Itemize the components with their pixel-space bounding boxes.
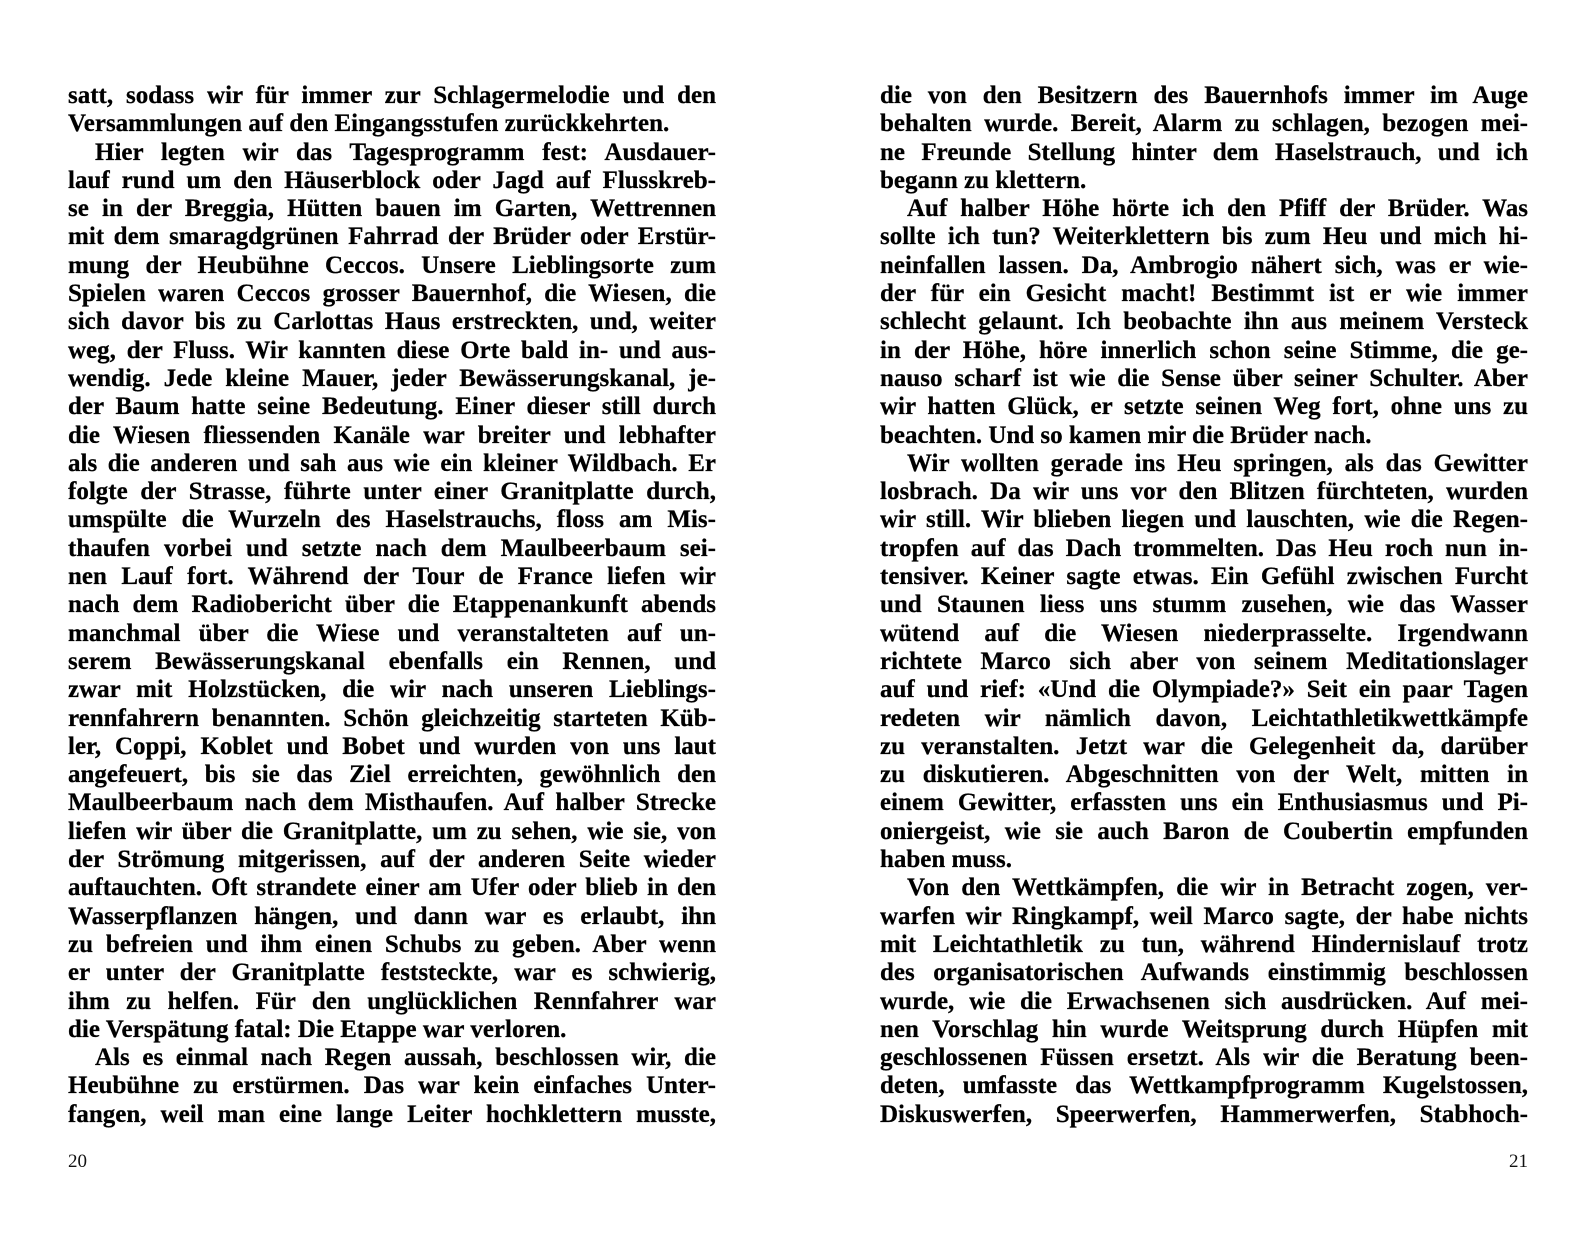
text-line: Hier legten wir das Tagesprogramm fest: Ausdauer- [95, 138, 716, 166]
text-line: des organisatorischen Aufwands einstimmig beschlossen [880, 959, 1528, 987]
text-line: mung der Heubühne Ceccos. Unsere Lieblingsorte zum [68, 251, 716, 279]
text-line: Versammlungen auf den Eingangsstufen zurückkehrten. [68, 110, 670, 138]
text-line: geschlossenen Füssen ersetzt. Als wir die Beratung been- [880, 1044, 1528, 1072]
text-line: liefen wir über die Granitplatte, um zu sehen, wie sie, von [68, 817, 716, 845]
text-line: die Wiesen fliessenden Kanäle war breiter und lebhafter [68, 421, 716, 449]
text-line: der Strömung mitgerissen, auf der anderen Seite wieder [68, 846, 716, 874]
text-line: deten, umfasste das Wettkampfprogramm Kugelstossen, [880, 1072, 1528, 1100]
text-line: in der Höhe, höre innerlich schon seine Stimme, die ge- [880, 336, 1528, 364]
text-line: und Staunen liess uns stumm zusehen, wie das Wasser [880, 591, 1528, 619]
text-line: losbrach. Da wir uns vor den Blitzen fürchteten, wurden [880, 478, 1528, 506]
text-line: Als es einmal nach Regen aussah, beschlossen wir, die [95, 1044, 716, 1072]
text-line: neinfallen lassen. Da, Ambrogio nähert sich, was er wie- [880, 251, 1528, 279]
text-line: zwar mit Holzstücken, die wir nach unseren Lieblings- [68, 676, 716, 704]
text-line: schlecht gelaunt. Ich beobachte ihn aus meinem Versteck [880, 308, 1528, 336]
text-line: nauso scharf ist wie die Sense über seiner Schulter. Aber [880, 364, 1528, 392]
text-line: wurde, wie die Erwachsenen sich ausdrücken. Auf mei- [880, 987, 1528, 1015]
text-line: zu veranstalten. Jetzt war die Gelegenheit da, darüber [880, 732, 1528, 760]
text-line: weg, der Fluss. Wir kannten diese Orte bald in- und aus- [68, 336, 716, 364]
text-line: Auf halber Höhe hörte ich den Pfiff der Brüder. Was [907, 195, 1528, 223]
text-line: Heubühne zu erstürmen. Das war kein einfaches Unter- [68, 1072, 716, 1100]
text-line: lauf rund um den Häuserblock oder Jagd auf Flusskreb- [68, 166, 716, 194]
text-line: auftauchten. Oft strandete einer am Ufer oder blieb in den [68, 874, 716, 902]
text-line: ne Freunde Stellung hinter dem Haselstrauch, und ich [880, 138, 1528, 166]
text-line: Von den Wettkämpfen, die wir in Betracht zogen, ver- [907, 874, 1528, 902]
text-line: sollte ich tun? Weiterklettern bis zum Heu und mich hi- [880, 223, 1528, 251]
text-line: wütend auf die Wiesen niederprasselte. Irgendwann [880, 619, 1528, 647]
right-page-text [880, 82, 1528, 1129]
text-line: redeten wir nämlich davon, Leichtathletikwettkämpfe [880, 704, 1528, 732]
text-line: ler, Coppi, Koblet und Bobet und wurden von uns laut [68, 732, 716, 760]
text-line: zu befreien und ihm einen Schubs zu geben. Aber wenn [68, 930, 716, 958]
text-line: er unter der Granitplatte feststeckte, war es schwierig, [68, 959, 716, 987]
text-line: manchmal über die Wiese und veranstalteten auf un- [68, 619, 716, 647]
text-line: der Baum hatte seine Bedeutung. Einer dieser still durch [68, 393, 716, 421]
left-page-number: 20 [68, 1151, 87, 1172]
text-line: Wasserpflanzen hängen, und dann war es erlaubt, ihn [68, 902, 716, 930]
text-line: wendig. Jede kleine Mauer, jeder Bewässerungskanal, je- [68, 364, 716, 392]
text-line: sich davor bis zu Carlottas Haus erstreckten, und, weiter [68, 308, 716, 336]
text-line: einem Gewitter, erfassten uns ein Enthusiasmus und Pi- [880, 789, 1528, 817]
text-line: thaufen vorbei und setzte nach dem Maulbeerbaum sei- [68, 534, 716, 562]
text-line: Maulbeerbaum nach dem Misthaufen. Auf halber Strecke [68, 789, 716, 817]
text-line: umspülte die Wurzeln des Haselstrauchs, floss am Mis- [68, 506, 716, 534]
text-line: nach dem Radiobericht über die Etappenankunft abends [68, 591, 716, 619]
text-line: auf und rief: «Und die Olympiade?» Seit ein paar Tagen [880, 676, 1528, 704]
text-line: Wir wollten gerade ins Heu springen, als das Gewitter [907, 449, 1528, 477]
text-line: beachten. Und so kamen mir die Brüder nach. [880, 421, 1372, 449]
text-line: wir hatten Glück, er setzte seinen Weg fort, ohne uns zu [880, 393, 1528, 421]
text-line: wir still. Wir blieben liegen und lauschten, wie die Regen- [880, 506, 1528, 534]
text-line: nen Vorschlag hin wurde Weitsprung durch Hüpfen mit [880, 1015, 1528, 1043]
text-line: zu diskutieren. Abgeschnitten von der Welt, mitten in [880, 761, 1528, 789]
text-line: begann zu klettern. [880, 166, 1087, 194]
text-line: warfen wir Ringkampf, weil Marco sagte, der habe nichts [880, 902, 1528, 930]
text-line: richtete Marco sich aber von seinem Meditationslager [880, 647, 1528, 675]
text-line: ihm zu helfen. Für den unglücklichen Rennfahrer war [68, 987, 716, 1015]
text-line: Diskuswerfen, Speerwerfen, Hammerwerfen, Stabhoch- [880, 1100, 1528, 1128]
text-line: oniergeist, wie sie auch Baron de Coubertin empfunden [880, 817, 1528, 845]
text-line: die Verspätung fatal: Die Etappe war verloren. [68, 1015, 567, 1043]
text-line: tensiver. Keiner sagte etwas. Ein Gefühl zwischen Furcht [880, 563, 1528, 591]
text-line: satt, sodass wir für immer zur Schlagermelodie und den [68, 82, 716, 109]
text-line: serem Bewässerungskanal ebenfalls ein Rennen, und [68, 647, 716, 675]
text-line: rennfahrern benannten. Schön gleichzeitig starteten Küb- [68, 704, 716, 732]
text-line: folgte der Strasse, führte unter einer Granitplatte durch, [68, 478, 716, 506]
text-line: der für ein Gesicht macht! Bestimmt ist er wie immer [880, 280, 1528, 308]
text-line: tropfen auf das Dach trommelten. Das Heu roch nun in- [880, 534, 1528, 562]
text-line: angefeuert, bis sie das Ziel erreichten, gewöhnlich den [68, 761, 716, 789]
text-line: nen Lauf fort. Während der Tour de France liefen wir [68, 563, 716, 591]
left-page-text [68, 82, 716, 1129]
text-line: die von den Besitzern des Bauernhofs immer im Auge [880, 82, 1528, 109]
text-line: als die anderen und sah aus wie ein kleiner Wildbach. Er [68, 449, 716, 477]
text-line: mit dem smaragdgrünen Fahrrad der Brüder oder Erstür- [68, 223, 716, 251]
right-page-number: 21 [1509, 1151, 1528, 1172]
text-line: se in der Breggia, Hütten bauen im Garten, Wettrennen [68, 195, 716, 223]
text-line: fangen, weil man eine lange Leiter hochklettern musste, [68, 1100, 716, 1128]
text-line: haben muss. [880, 846, 1012, 874]
text-line: mit Leichtathletik zu tun, während Hindernislauf trotz [880, 930, 1528, 958]
text-line: Spielen waren Ceccos grosser Bauernhof, die Wiesen, die [68, 280, 716, 308]
text-line: behalten wurde. Bereit, Alarm zu schlagen, bezogen mei- [880, 110, 1528, 138]
